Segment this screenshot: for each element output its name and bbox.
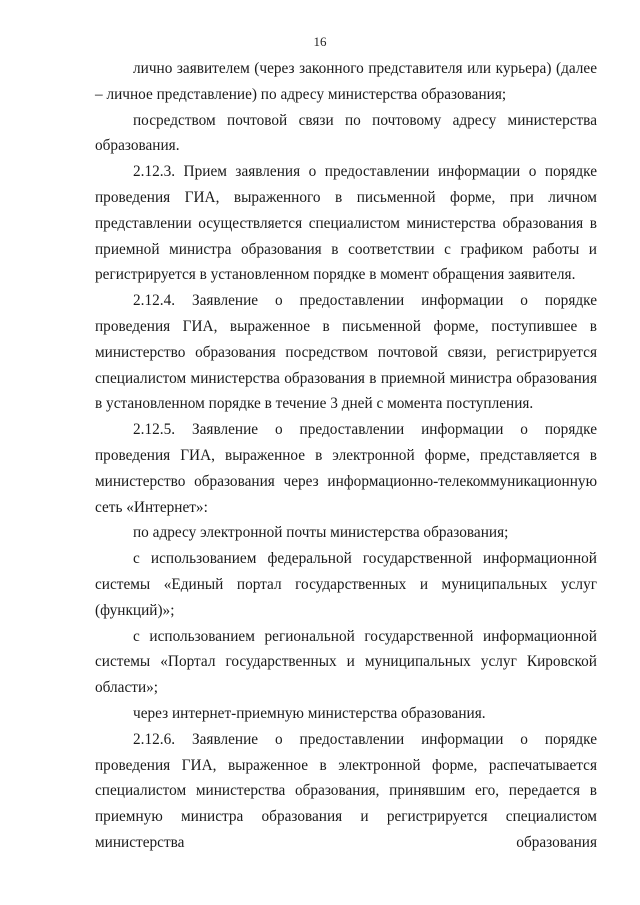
- paragraph-regional-portal: с использованием региональной государственной информационной системы «Портал государственных и муниципальных услуг Кировской области»;: [95, 627, 597, 697]
- paragraph-postal-submission: посредством почтовой связи по почтовому адресу министерства образования.: [95, 111, 597, 155]
- paragraph-2-12-4: 2.12.4. Заявление о предоставлении информации о порядке проведения ГИА, выраженное в письменной форме, поступившее в министерство образования посредством почтовой связи, регистрируется специалистом министерства образования в приемной министра образования в установленном порядке в течение 3 дней с момента поступления.: [95, 292, 597, 413]
- paragraph-personal-submission: лично заявителем (через законного представителя или курьера) (далее – личное представление) по адресу министерства образования;: [95, 60, 597, 103]
- paragraph-2-12-6: 2.12.6. Заявление о предоставлении информации о порядке проведения ГИА, выраженное в электронной форме, распечатывается специалистом министерства образования, принявшим его, передается в приемную министра образования и регистрируется специалистом министерства образования: [95, 730, 597, 851]
- paragraph-2-12-3: 2.12.3. Прием заявления о предоставлении информации о порядке проведения ГИА, выраженного в письменной форме, при личном представлении осуществляется специалистом министерства образования в приемной министра образования в соответствии с графиком работы и регистрируется в установленном порядке в момент обращения заявителя.: [95, 163, 597, 284]
- page-number: 16: [313, 34, 327, 49]
- paragraph-2-12-5: 2.12.5. Заявление о предоставлении информации о порядке проведения ГИА, выраженное в электронной форме, представляется в министерство образования через информационно-телекоммуникационную сеть «Интернет»:: [95, 421, 597, 516]
- paragraph-federal-portal: с использованием федеральной государственной информационной системы «Единый портал государственных и муниципальных услуг (функций)»;: [95, 550, 597, 619]
- paragraph-email-channel: по адресу электронной почты министерства образования;: [133, 524, 509, 542]
- document-body: [95, 56, 597, 856]
- paragraph-internet-reception: через интернет-приемную министерства образования.: [133, 704, 486, 722]
